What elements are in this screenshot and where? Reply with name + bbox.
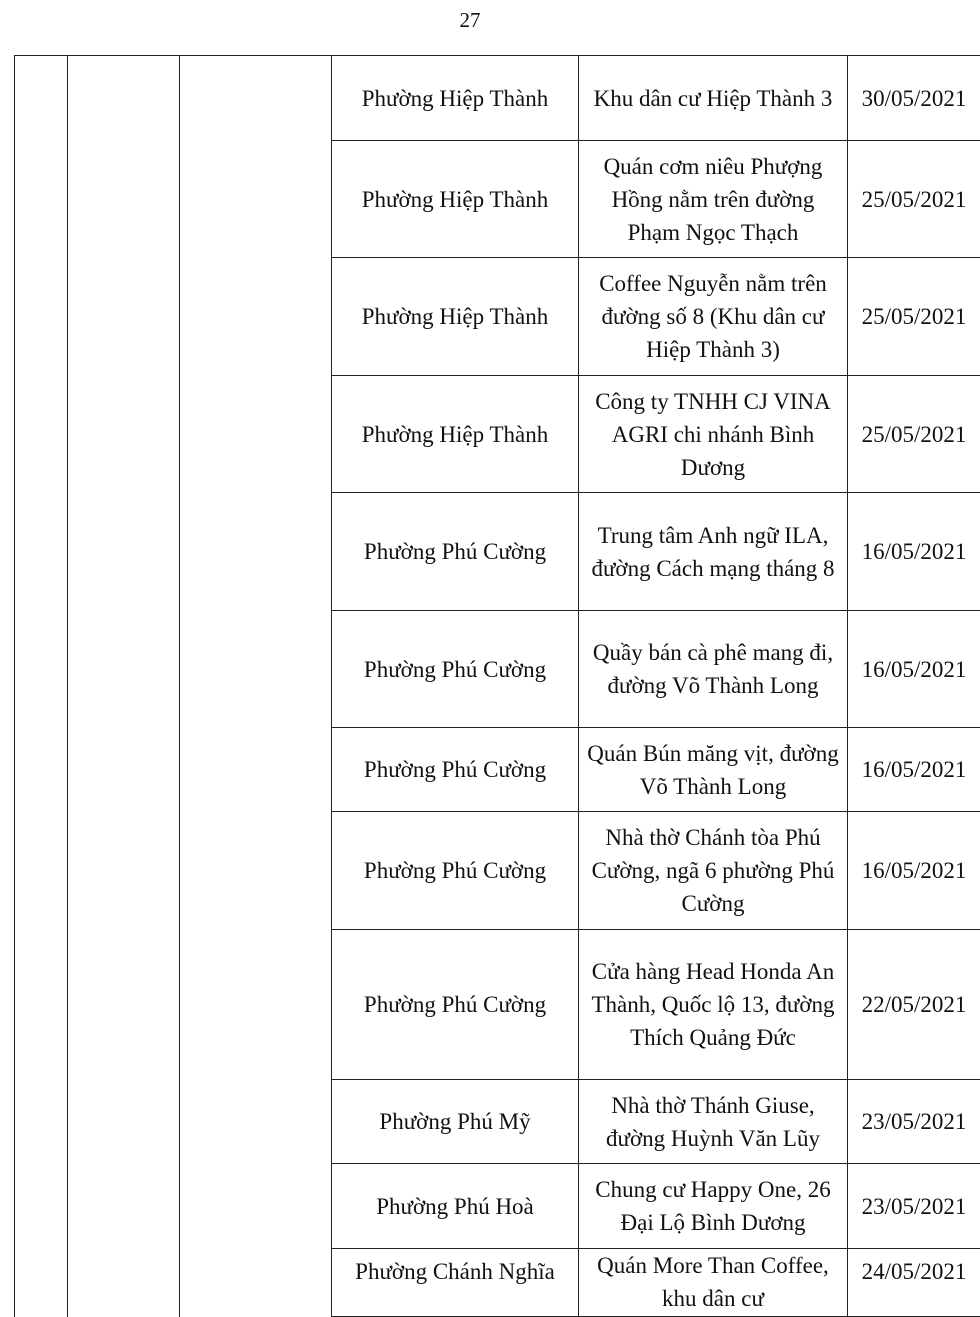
ward-cell: Phường Phú Mỹ xyxy=(332,1080,579,1164)
ward-cell: Phường Phú Cường xyxy=(332,728,579,812)
page-number: 27 xyxy=(0,8,940,33)
date-cell: 23/05/2021 xyxy=(848,1080,980,1164)
location-cell: Chung cư Happy One, 26 Đại Lộ Bình Dương xyxy=(579,1164,848,1249)
date-cell: 16/05/2021 xyxy=(848,611,980,728)
ward-cell: Phường Hiệp Thành xyxy=(332,258,579,376)
district-column xyxy=(68,56,180,1317)
date-cell: 24/05/2021 xyxy=(848,1249,980,1317)
date-cell: 16/05/2021 xyxy=(848,493,980,611)
location-cell: Nhà thờ Thánh Giuse, đường Huỳnh Văn Lũy xyxy=(579,1080,848,1164)
location-cell: Trung tâm Anh ngữ ILA, đường Cách mạng tháng 8 xyxy=(579,493,848,611)
ward-cell: Phường Phú Cường xyxy=(332,930,579,1080)
date-cell: 30/05/2021 xyxy=(848,56,980,141)
date-cell: 22/05/2021 xyxy=(848,930,980,1080)
location-text: Quán More Than Coffee, khu dân cư xyxy=(585,1249,841,1315)
date-cell: 16/05/2021 xyxy=(848,728,980,812)
ward-cell: Phường Hiệp Thành xyxy=(332,141,579,258)
ward-cell: Phường Phú Cường xyxy=(332,611,579,728)
ward-cell: Phường Phú Hoà xyxy=(332,1164,579,1249)
location-cell xyxy=(579,1249,848,1317)
ward-cell: Phường Phú Cường xyxy=(332,812,579,930)
date-cell: 25/05/2021 xyxy=(848,258,980,376)
location-cell: Công ty TNHH CJ VINA AGRI chi nhánh Bình Dương xyxy=(579,376,848,493)
location-cell: Khu dân cư Hiệp Thành 3 xyxy=(579,56,848,141)
table-row xyxy=(15,56,980,141)
location-cell: Quán cơm niêu Phượng Hồng nằm trên đường Phạm Ngọc Thạch xyxy=(579,141,848,258)
location-cell: Quán Bún măng vịt, đường Võ Thành Long xyxy=(579,728,848,812)
outbreak-locations-table xyxy=(14,55,980,1317)
ward-cell: Phường Phú Cường xyxy=(332,493,579,611)
date-cell: 16/05/2021 xyxy=(848,812,980,930)
date-cell: 25/05/2021 xyxy=(848,376,980,493)
location-cell: Nhà thờ Chánh tòa Phú Cường, ngã 6 phường Phú Cường xyxy=(579,812,848,930)
location-cell: Coffee Nguyễn nằm trên đường số 8 (Khu dân cư Hiệp Thành 3) xyxy=(579,258,848,376)
location-cell: Quầy bán cà phê mang đi, đường Võ Thành Long xyxy=(579,611,848,728)
location-cell: Cửa hàng Head Honda An Thành, Quốc lộ 13, đường Thích Quảng Đức xyxy=(579,930,848,1080)
date-cell: 23/05/2021 xyxy=(848,1164,980,1249)
ward-cell: Phường Chánh Nghĩa xyxy=(332,1249,579,1317)
area-column xyxy=(180,56,332,1317)
date-cell: 25/05/2021 xyxy=(848,141,980,258)
ward-cell: Phường Hiệp Thành xyxy=(332,56,579,141)
ward-cell: Phường Hiệp Thành xyxy=(332,376,579,493)
index-column xyxy=(15,56,68,1317)
